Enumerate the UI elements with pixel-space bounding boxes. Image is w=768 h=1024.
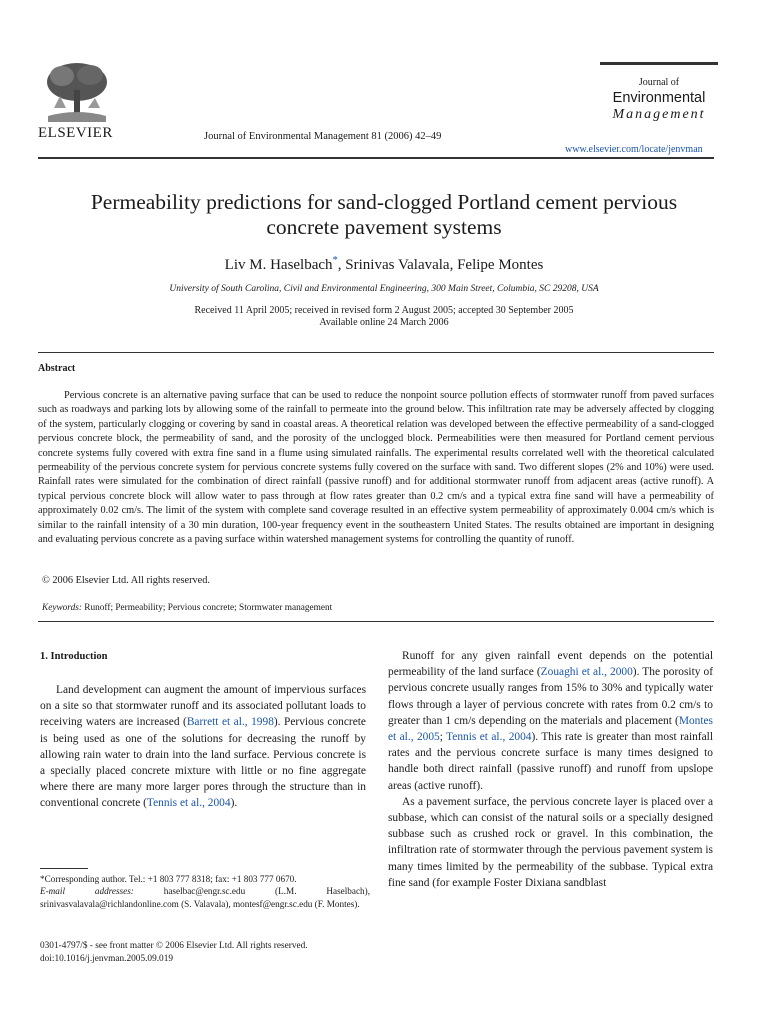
intro-p1-text-a: Land development can augment the amount of impervious surfaces on a site so that stormwater runoff and its associated pollutant loads to receiving waters are increased ( [40, 684, 366, 729]
available-online: Available online 24 March 2006 [319, 317, 449, 328]
publisher-name: ELSEVIER [38, 125, 113, 141]
keywords [42, 603, 332, 613]
footnote-email-label: E-mail addresses: [40, 886, 134, 897]
keywords-label: Keywords: [42, 603, 82, 613]
right-p1-text-c: ). This rate is greater than most rainfall rates and the pervious concrete surface is many times designed to handle both direct rainfall (passive runoff) and runoff from upslope areas (active runoff). [388, 731, 713, 792]
citation-zouaghi-2000[interactable]: Zouaghi et al., 2000 [540, 666, 633, 679]
author-1: Liv M. Haselbach [224, 257, 333, 273]
doi-line: doi:10.1016/j.jenvman.2005.09.019 [40, 954, 173, 964]
journal-url-link[interactable]: www.elsevier.com/locate/jenvman [565, 144, 703, 155]
article-title [38, 190, 730, 240]
footnote-rule [40, 868, 88, 869]
header-rule [38, 157, 714, 159]
abstract-copyright: © 2006 Elsevier Ltd. All rights reserved. [42, 575, 210, 586]
journal-citation: Journal of Environmental Management 81 (2006) 42–49 [204, 131, 442, 142]
section-heading-introduction: 1. Introduction [40, 651, 108, 662]
journal-logo-environmental: Environmental [612, 90, 706, 106]
intro-paragraph-1 [40, 682, 366, 812]
author-list [38, 255, 730, 274]
intro-p1-text-c: ). [230, 797, 238, 810]
right-p1-text-b: ). The porosity of pervious concrete usually ranges from 15% to 30% and typically water flows through a layer of pervious concrete with rates from 0.2 cm/s to greater than 1 cm/s depending on the materials and placement ( [388, 666, 714, 727]
citation-montes-2005[interactable]: Montes et al., 2005 [388, 714, 713, 744]
authors-rest: , Srinivas Valavala, Felipe Montes [337, 257, 544, 273]
keywords-text: Runoff; Permeability; Pervious concrete; Stormwater management [81, 603, 333, 613]
journal-logo-box [600, 62, 718, 135]
title-line-2: concrete pavement systems [266, 215, 502, 239]
corresponding-author-mark[interactable]: * [332, 255, 338, 266]
received-dates: Received 11 April 2005; received in revised form 2 August 2005; accepted 30 September 2005 [194, 305, 574, 316]
right-column [388, 648, 713, 891]
issn-line: 0301-4797/$ - see front matter © 2006 Elsevier Ltd. All rights reserved. [40, 941, 308, 951]
elsevier-logo [38, 60, 118, 142]
journal-logo-management: Management [612, 107, 706, 122]
journal-logo-of: Journal of [638, 77, 680, 88]
citation-tennis-2004[interactable]: Tennis et al., 2004 [146, 797, 231, 810]
abstract-heading: Abstract [38, 363, 76, 374]
front-matter [40, 940, 308, 966]
right-paragraph-2: As a pavement surface, the pervious concrete layer is placed over a subbase, which can consist of the natural soils or a specially designed subbase such as crushed rock or gravel. In this combination, the infiltration rate of stormwater through the pervious pavement system is many times limited by the permeability of the subbase. Typical extra fine sand (for example Foster Dixiana sandblast [388, 795, 713, 889]
citation-barrett-1998[interactable]: Barrett et al., 1998 [186, 716, 274, 729]
intro-p1-text-b: ). Pervious concrete is being used as one of the solutions for decreasing the runoff by allowing rain water to drain into the land surface. Pervious concrete is a specially placed concrete mixture with little or no fine aggregate where there are many more larger pores through the structure than in conventional concrete ( [40, 716, 366, 810]
footnote-emails [40, 885, 370, 910]
footnote [40, 873, 370, 910]
article-dates [38, 305, 730, 329]
title-line-1: Permeability predictions for sand-clogged Portland cement pervious [90, 190, 678, 214]
tree-icon [38, 60, 116, 124]
footnote-contact: *Corresponding author. Tel.: +1 803 777 8318; fax: +1 803 777 0670. [40, 874, 297, 884]
abstract-top-rule [38, 352, 714, 353]
footnote-email-list: haselbac@engr.sc.edu (L.M. Haselbach), srinivasvalavala@richlandonline.com (S. Valavala), montesf@engr.sc.edu (F. Montes). [40, 886, 370, 909]
affiliation: University of South Carolina, Civil and Environmental Engineering, 300 Main Street, Columbia, SC 29208, USA [169, 284, 599, 294]
abstract-text: Pervious concrete is an alternative paving surface that can be used to reduce the nonpoint source pollution effects of stormwater runoff from paved surfaces such as roadways and parking lots by allowing some of the rainfall to permeate into the ground below. This infiltration rate may be adversely affected by clogging of the system, particularly clogging or covering by sand in coastal areas. A theoretical relation was developed between the effective permeability of a sand-clogged pervious concrete block, the permeability of sand, and the porosity of the unclogged block. Permeabilities were then measured for Portland cement pervious concrete systems fully covered with extra fine sand in a flume using simulated rainfalls. The experimental results correlated well with the theoretical calculated permeability of the pervious concrete system for pervious concrete systems fully covered on the surface with sand. Two different slopes (2% and 10%) were used. Rainfall rates were simulated for the combination of direct rainfall (passive runoff) and for additional stormwater runoff from adjacent areas (active runoff). A typical pervious concrete block will allow water to pass through at flow rates greater than 0.2 cm/s and a typical extra fine sand will have a permeability of approximately 0.02 cm/s. The limit of the system with complete sand coverage resulted in an effective system permeability of approximately 0.004 cm/s which is similar to the rainfall intensity of a 30 min duration, 100-year frequency event in the southeastern United States. The results obtained are important in designing and evaluating pervious concrete as a paving surface within watershed management systems for controlling the quantity of runoff. [38, 390, 714, 546]
right-p1-text-a: Runoff for any given rainfall event depends on the potential permeability of the land surface ( [388, 650, 713, 679]
right-p1-separator: ; [439, 731, 447, 744]
keywords-rule [38, 621, 714, 622]
right-paragraph-1 [388, 648, 713, 794]
citation-tennis-2004-right[interactable]: Tennis et al., 2004 [446, 731, 532, 744]
